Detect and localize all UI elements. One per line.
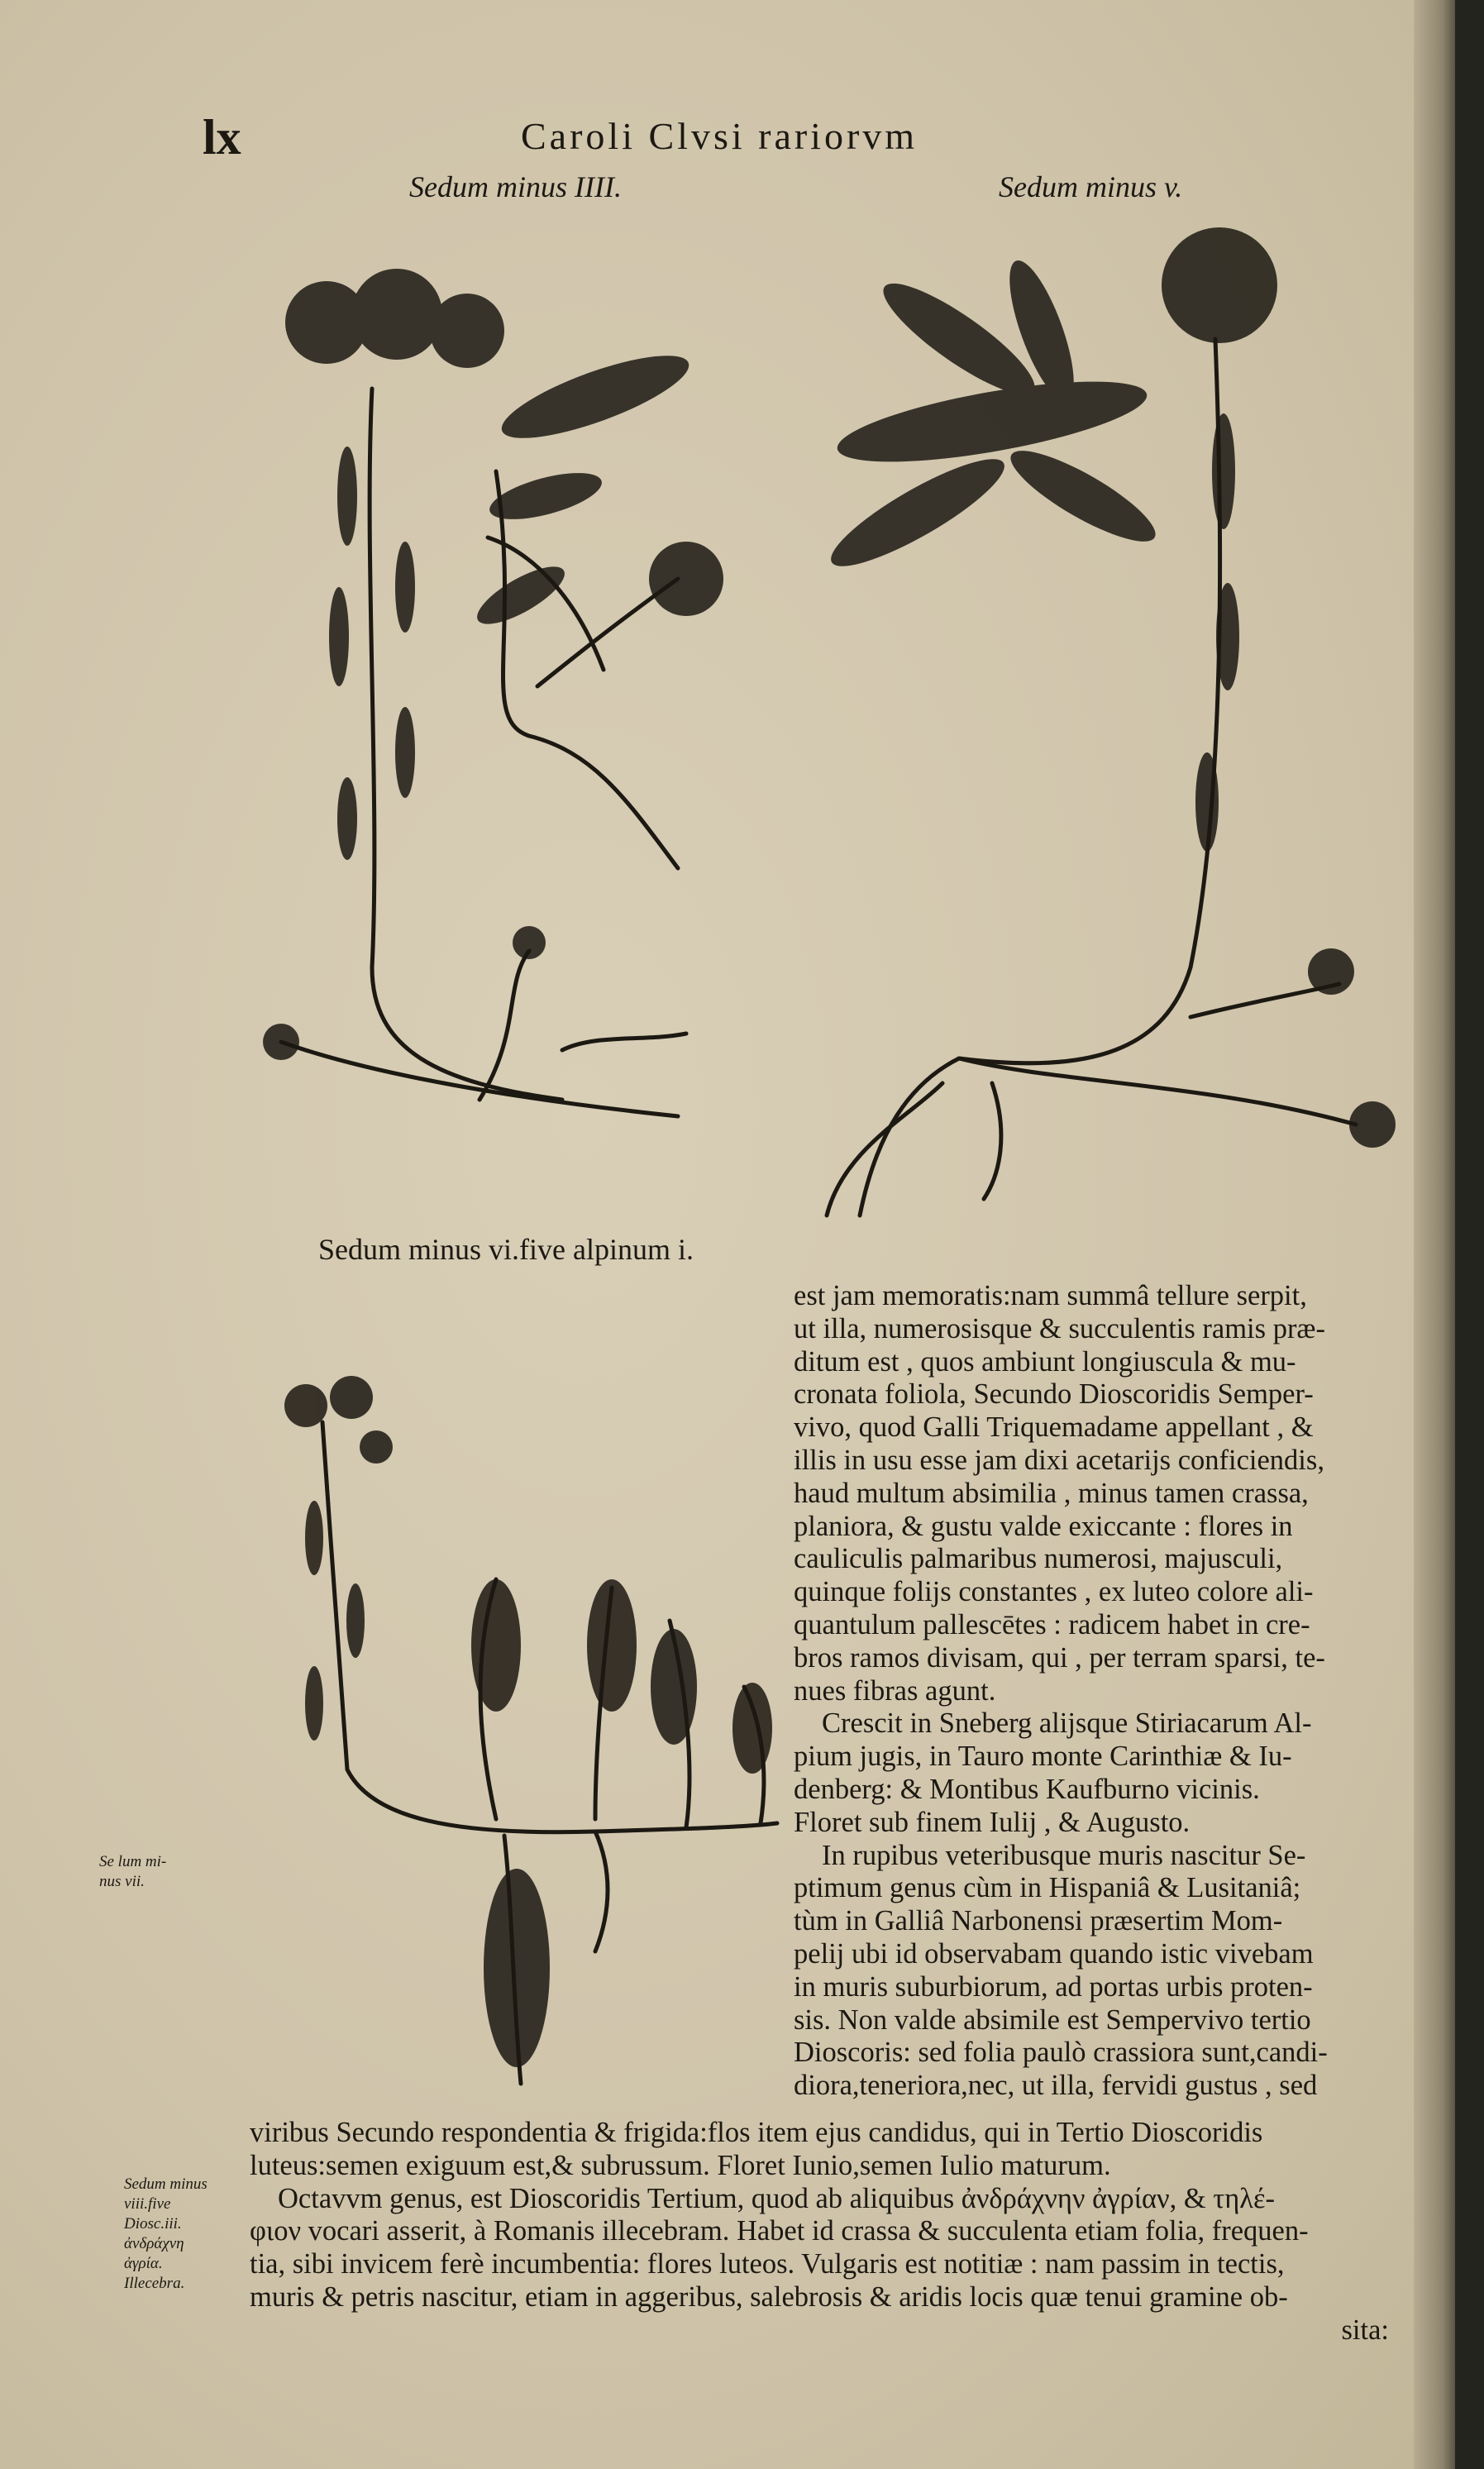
text-line: ptimum genus cùm in Hispaniâ & Lusitaniâ; [794, 1872, 1301, 1904]
caption-sedum-5: Sedum minus v. [999, 170, 1183, 203]
text-line: sita: [1341, 2314, 1389, 2346]
text-line: sis. Non valde absimile est Sempervivo tertio [794, 2003, 1311, 2036]
text-line: in muris suburbiorum, ad portas urbis proten- [794, 1970, 1313, 2003]
marginal-note-sedum-8 [124, 2175, 208, 2294]
woodcut-sedum-4 [248, 223, 794, 1141]
text-line: denberg: & Montibus Kaufburno vicinis. [794, 1773, 1260, 1805]
text-line: cronata foliola, Secundo Dioscoridis Semper- [794, 1378, 1314, 1411]
caption-sedum-4: Sedum minus IIII. [409, 170, 622, 203]
text-line: pelij ubi id observabam quando istic vivebam [794, 1937, 1314, 1970]
text-line: pium jugis, in Tauro monte Carinthiæ & Iu- [794, 1741, 1292, 1773]
caption-sedum-6: Sedum minus vi.five alpinum i. [318, 1233, 694, 1266]
text-line: diora,teneriora,nec, ut illa, fervidi gustus , sed [794, 2070, 1318, 2102]
text-line: Floret sub finem Iulij , & Augusto. [794, 1806, 1191, 1838]
marginal-line: Illecebra. [124, 2275, 185, 2292]
text-line: Crescit in Sneberg alijsque Stiriacarum Al- [822, 1707, 1312, 1740]
text-line: quinque folijs constantes , ex luteo colore ali- [794, 1576, 1314, 1608]
text-line: planiora, & gustu valde exiccante : flores in [794, 1510, 1293, 1542]
marginal-note-sedum-7 [99, 1852, 166, 1892]
marginal-line: Diosc.iii. [124, 2215, 182, 2233]
text-line: ditum est , quos ambiunt longiuscula & mu- [794, 1345, 1296, 1378]
background-strip [1455, 0, 1484, 2469]
running-title: Caroli Clvsi rariorvm [521, 115, 919, 157]
body-text-full [250, 2117, 1389, 2347]
marginal-line: nus vii. [99, 1873, 145, 1890]
marginal-line: ἀγρία. [124, 2255, 163, 2272]
body-text-column [794, 1280, 1389, 2103]
woodcut-sedum-6-7 [248, 1373, 794, 2100]
text-line: φιον vocari asserit, à Romanis illecebram. Habet id crassa & succulenta etiam folia, frequen- [250, 2215, 1309, 2247]
text-line: viribus Secundo respondentia & frigida:flos item ejus candidus, qui in Tertio Dioscoridis [250, 2117, 1263, 2148]
text-line: Dioscoris: sed folia paulò crassiora sunt,candi- [794, 2037, 1328, 2069]
text-line: ut illa, numerosisque & succulentis ramis præ- [794, 1312, 1325, 1344]
text-line: tia, sibi invicem ferè incumbentia: flores luteos. Vulgaris est notitiæ : nam passim in tectis, [250, 2248, 1285, 2280]
text-line: illis in usu esse jam dixi acetarijs conficiendis, [794, 1444, 1324, 1476]
text-line: luteus:semen exiguum est,& subrussum. Floret Iunio,semen Iulio maturum. [250, 2149, 1111, 2181]
woodcut-sedum-5 [794, 223, 1372, 1240]
marginal-line: ἀνδράχνη [124, 2235, 184, 2252]
text-line: In rupibus veteribusque muris nascitur Se- [822, 1839, 1306, 1871]
marginal-line: Sedum minus [124, 2175, 208, 2193]
marginal-line: Se lum mi- [99, 1853, 167, 1870]
text-line: bros ramos divisam, qui , per terram sparsi, te- [794, 1641, 1325, 1674]
marginal-line: viii.five [124, 2195, 171, 2213]
text-line: haud multum absimilia , minus tamen crassa, [794, 1477, 1309, 1509]
text-line: quantulum pallescētes : radicem habet in cre- [794, 1608, 1310, 1640]
text-line: nues fibras agunt. [794, 1674, 996, 1707]
text-line: tùm in Galliâ Narbonensi præsertim Mom- [794, 1905, 1283, 1937]
text-line: muris & petris nascitur, etiam in aggeribus, salebrosis & aridis locis quæ tenui gramine ob- [250, 2280, 1288, 2313]
text-line: Octavvm genus, est Dioscoridis Tertium, quod ab aliquibus ἀνδράχνην ἀγρίαν, & τηλέ- [278, 2182, 1275, 2214]
text-line: est jam memoratis:nam summâ tellure serpit, [794, 1280, 1307, 1311]
folio-number: lx [203, 110, 241, 165]
text-line: vivo, quod Galli Triquemadame appellant , & [794, 1411, 1314, 1444]
text-line: cauliculis palmaribus numerosi, majusculi, [794, 1543, 1283, 1575]
page-edge [1414, 0, 1455, 2469]
